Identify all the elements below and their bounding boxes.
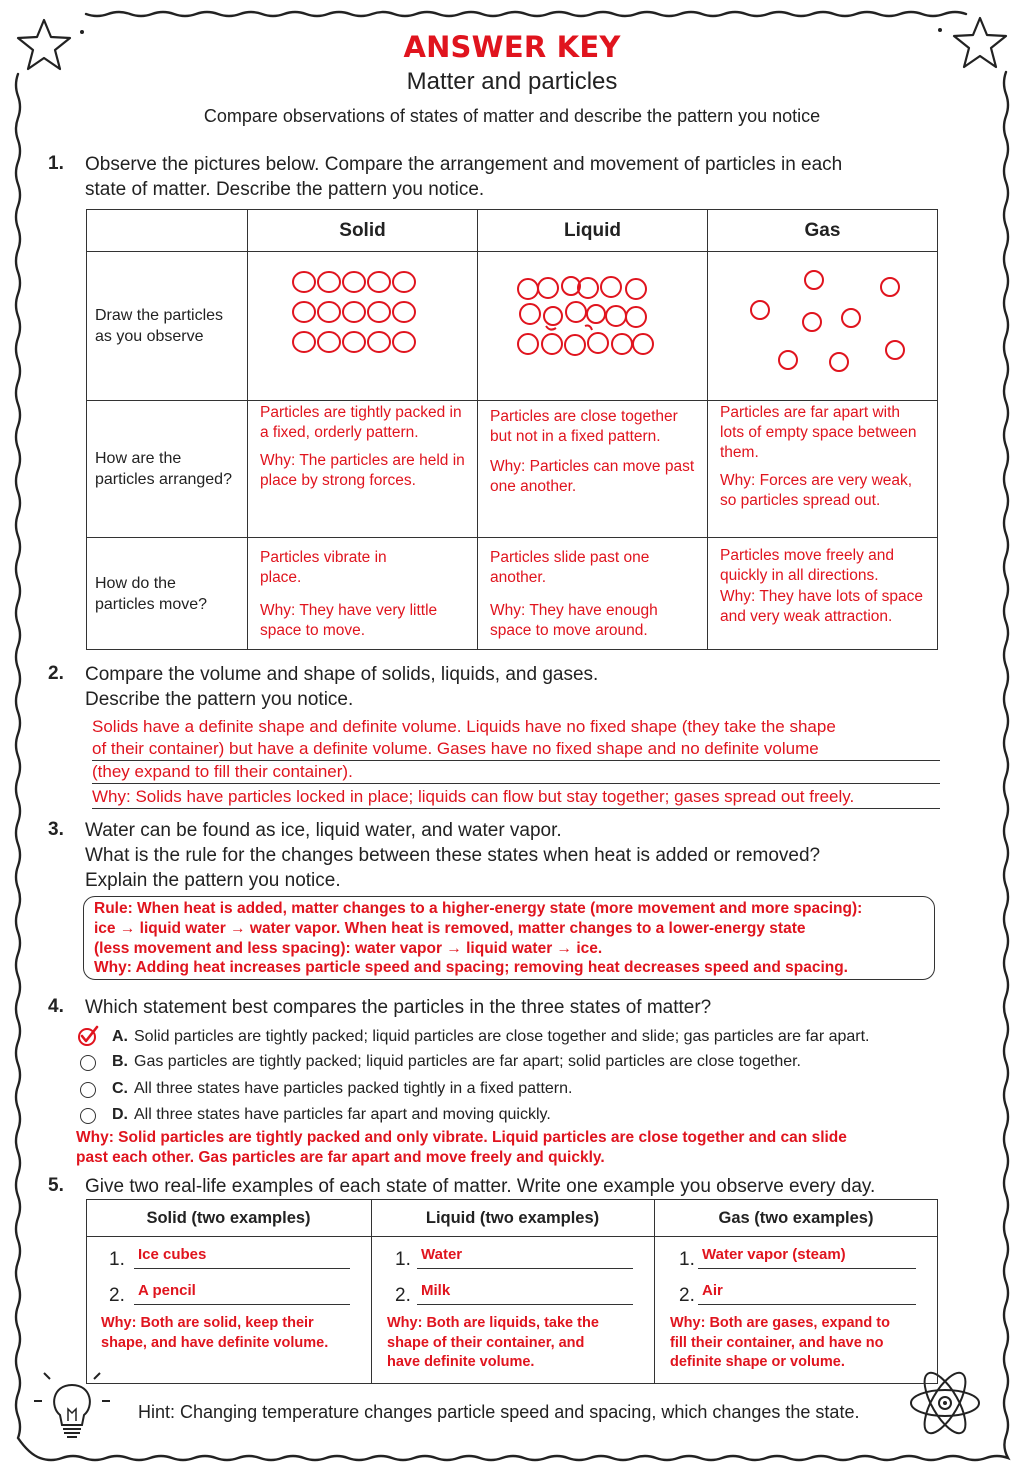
question-2-number: 2.	[48, 663, 64, 684]
why-line: Why: Both are solid, keep their	[101, 1315, 314, 1331]
column-header-gas: Gas	[708, 210, 938, 252]
answer-key-heading: ANSWER KEY	[403, 30, 621, 64]
question-3-number: 3.	[48, 819, 64, 840]
column-header-solid: Solid	[248, 210, 478, 252]
example-number: 1.	[395, 1249, 411, 1270]
row-label-line: as you observe	[95, 328, 204, 345]
column-header-liquid: Liquid	[478, 210, 708, 252]
answer-text: Particles are tightly packed in a fixed, orderly pattern.	[260, 404, 462, 441]
option-letter: C.	[112, 1080, 128, 1097]
question-2-line: Describe the pattern you notice.	[85, 689, 354, 710]
question-2-line: Compare the volume and shape of solids, liquids, and gases.	[85, 664, 599, 685]
gas-arrangement-answer	[708, 401, 938, 538]
q2-answer-line: of their container) but have a definite volume. Gases have no fixed shape and no definite volume	[92, 738, 940, 761]
q2-answer-line: Solids have a definite shape and definite volume. Liquids have no fixed shape (they take the shape	[92, 717, 836, 736]
solid-arrangement-answer	[248, 401, 478, 538]
row-label-line: particles move?	[95, 595, 208, 613]
answer-text: Particles are close together but not in a fixed pattern.	[490, 408, 678, 445]
checkmark-icon[interactable]	[76, 1024, 100, 1048]
question-5-text: Give two real-life examples of each state of matter. Write one example you observe every day.	[85, 1176, 876, 1197]
liquid-drawing	[478, 252, 708, 401]
question-1-line: Observe the pictures below. Compare the arrangement and movement of particles in each	[85, 154, 843, 175]
option-letter: B.	[112, 1053, 128, 1070]
states-table	[86, 209, 938, 650]
option-letter: D.	[112, 1106, 128, 1123]
option-b[interactable]	[112, 1053, 801, 1071]
q3-answer-line: Why: Adding heat increases particle speed and spacing; removing heat decreases speed and spacing.	[94, 959, 848, 977]
gas-drawing	[708, 252, 938, 401]
question-1-number: 1.	[48, 153, 64, 174]
question-5-number: 5.	[48, 1175, 64, 1196]
example-number: 1.	[679, 1249, 695, 1270]
why-line: fill their container, and have no	[670, 1334, 884, 1351]
question-3-line: Explain the pattern you notice.	[85, 870, 341, 891]
option-b-radio[interactable]	[80, 1055, 96, 1071]
q3-answer-line: Rule: When heat is added, matter changes to a higher-energy state (more movement and more spacing):	[94, 900, 863, 917]
q4-why-line: past each other. Gas particles are far apart and move freely and quickly.	[76, 1149, 605, 1166]
q4-why-line: Why: Solid particles are tightly packed and only vibrate. Liquid particles are close together and can slide	[76, 1129, 847, 1146]
row-label-draw	[87, 252, 248, 401]
option-c[interactable]	[112, 1080, 572, 1098]
answer-why: Why: They have very little space to move.	[260, 602, 438, 639]
page-subtitle: Compare observations of states of matter and describe the pattern you notice	[203, 106, 821, 126]
answer-why: Why: They have lots of space and very weak attraction.	[720, 588, 924, 625]
liquid-arrangement-answer	[478, 401, 708, 538]
example-number: 1.	[109, 1249, 125, 1270]
question-1-line: state of matter. Describe the pattern you notice.	[85, 179, 485, 200]
option-text: All three states have particles far apart and moving quickly.	[134, 1106, 551, 1123]
solid-movement-answer	[248, 538, 478, 650]
liquid-example-1[interactable]: Water	[417, 1246, 633, 1269]
solid-example-1[interactable]: Ice cubes	[134, 1246, 350, 1269]
question-3-line: Water can be found as ice, liquid water, and water vapor.	[85, 820, 562, 841]
examples-header-divider	[86, 1236, 938, 1237]
solid-drawing	[248, 252, 478, 401]
question-4-number: 4.	[48, 996, 64, 1017]
hint-text: Hint: Changing temperature changes particle speed and spacing, which changes the state.	[138, 1402, 860, 1422]
q2-answer-line: (they expand to fill their container).	[92, 761, 940, 784]
answer-text: Particles are far apart with lots of empty space between them.	[720, 404, 917, 461]
option-c-radio[interactable]	[80, 1082, 96, 1098]
why-line: shape, and have definite volume.	[101, 1334, 329, 1351]
liquid-movement-answer	[478, 538, 708, 650]
answer-why: Why: Forces are very weak, so particles spread out.	[720, 472, 913, 509]
question-3-line: What is the rule for the changes between these states when heat is added or removed?	[85, 845, 821, 866]
answer-why: Why: The particles are held in place by strong forces.	[260, 452, 465, 489]
solid-example-2[interactable]: A pencil	[134, 1282, 350, 1305]
option-letter: A.	[112, 1028, 128, 1045]
solid-examples-why	[101, 1314, 328, 1353]
page-title: Matter and particles	[406, 68, 618, 95]
example-number: 2.	[395, 1285, 411, 1306]
example-number: 2.	[679, 1285, 695, 1306]
question-2-text	[85, 662, 598, 712]
why-line: have definite volume.	[387, 1354, 535, 1370]
gas-examples-why	[670, 1314, 890, 1373]
col-header-gas-examples: Gas (two examples)	[718, 1209, 874, 1227]
option-d[interactable]	[112, 1106, 551, 1124]
why-line: definite shape or volume.	[670, 1354, 845, 1370]
q2-answer-line: Why: Solids have particles locked in place; liquids can flow but stay together; gases spread out freely.	[92, 786, 940, 809]
option-text: All three states have particles packed tightly in a fixed pattern.	[134, 1080, 573, 1097]
answer-why: Why: They have enough space to move around.	[490, 602, 658, 639]
row-label-line: How are the	[95, 450, 182, 467]
answer-text: Particles slide past one another.	[490, 549, 650, 586]
col-header-solid-examples: Solid (two examples)	[146, 1209, 311, 1227]
q3-answer-box	[83, 896, 935, 980]
question-4-text: Which statement best compares the particles in the three states of matter?	[85, 997, 712, 1018]
why-line: Why: Both are gases, expand to	[670, 1315, 890, 1331]
q4-why	[76, 1128, 847, 1168]
why-line: shape of their container, and	[387, 1334, 585, 1351]
option-text: Gas particles are tightly packed; liquid particles are far apart; solid particles are close together.	[134, 1053, 801, 1070]
table-corner	[87, 210, 248, 252]
option-text: Solid particles are tightly packed; liquid particles are close together and slide; gas particles are far apart.	[134, 1028, 870, 1045]
row-label-move	[87, 538, 248, 650]
gas-example-1[interactable]: Water vapor (steam)	[698, 1246, 916, 1269]
why-line: Why: Both are liquids, take the	[387, 1315, 599, 1331]
example-number: 2.	[109, 1285, 125, 1306]
col-header-liquid-examples: Liquid (two examples)	[425, 1209, 600, 1227]
row-label-line: Draw the particles	[95, 307, 224, 324]
answer-text: Particles vibrate in place.	[260, 549, 387, 586]
question-3-text	[85, 818, 820, 893]
answer-why: Why: Particles can move past one another.	[490, 458, 695, 495]
liquid-examples-why	[387, 1314, 599, 1373]
option-d-radio[interactable]	[80, 1108, 96, 1124]
gas-example-2[interactable]: Air	[698, 1282, 916, 1305]
row-label-line: How do the	[95, 574, 176, 592]
q3-answer-line: (less movement and less spacing): water vapor → liquid water → ice.	[94, 939, 603, 957]
option-a[interactable]	[112, 1028, 870, 1046]
row-label-arranged	[87, 401, 248, 538]
answer-text: Particles move freely and quickly in all directions.	[720, 547, 895, 584]
q3-answer-line: ice → liquid water → water vapor. When heat is removed, matter changes to a lower-energy state	[94, 919, 806, 937]
row-label-line: particles arranged?	[95, 471, 232, 488]
question-1-text	[85, 152, 842, 202]
gas-movement-answer	[708, 538, 938, 650]
liquid-example-2[interactable]: Milk	[417, 1282, 633, 1305]
